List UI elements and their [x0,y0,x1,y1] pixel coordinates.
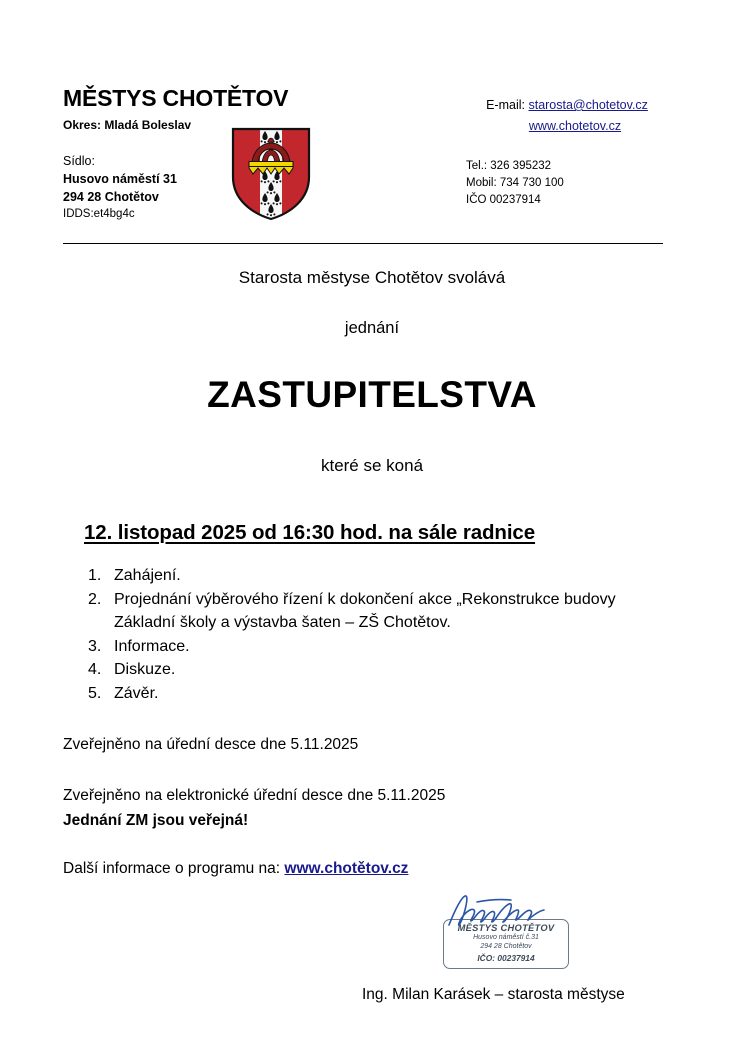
telephone-line: Tel.: 326 395232 [466,159,552,172]
list-item-number: 5. [88,684,102,702]
address-city: 294 28 Chotětov [63,189,159,204]
email-label: E-mail: [486,98,525,112]
list-item [88,588,658,635]
email-link[interactable]: starosta@chotetov.cz [528,98,648,112]
website-link[interactable]: www.chotetov.cz [528,118,622,133]
page-title: ZASTUPITELSTVA [207,374,537,415]
more-info-label: Další informace o programu na: [63,860,281,877]
address-label: Sídlo: [63,153,95,168]
list-item [88,658,658,682]
meeting-datetime: 12. listopad 2025 od 16:30 hod. na sále radnice [84,521,536,544]
stamp-ico: IČO: 00237914 [477,952,535,963]
coat-of-arms-icon [231,127,311,221]
list-item-number: 2. [88,590,102,608]
address-street: Husovo náměstí 31 [63,171,177,186]
list-item-text: Závěr. [114,684,159,702]
contact-block [452,96,682,210]
stamp-street: Husovo náměstí č.31 [473,934,539,942]
list-item [88,635,658,659]
list-item-number: 3. [88,637,102,655]
district-label: Okres: Mladá Boleslav [63,118,192,133]
list-item-number: 1. [88,567,102,584]
list-item-text: Informace. [114,637,190,655]
intro-line-1: Starosta městyse Chotětov svolává [238,268,506,287]
ico-line: IČO 00237914 [466,194,541,207]
stamp-title: MĚSTYS CHOTĚTOV [457,923,555,933]
signoff-line: Ing. Milan Karásek – starosta městyse [362,986,625,1003]
stamp-city: 294 28 Chotětov [480,943,532,951]
list-item-text: Diskuze. [114,661,176,679]
list-item-text: Projednání výběrového řízení k dokončení akce „Rekonstrukce budovy Základní školy a výstavba šaten – ZŠ Chotětov. [114,590,616,632]
website-line [452,117,682,136]
email-line [452,96,682,115]
stamp-and-signature [437,894,577,972]
list-item [88,682,658,706]
more-info-line [63,860,408,878]
agenda-list [88,564,658,705]
published-electronic-notice: Zveřejněno na elektronické úřední desce dne 5.11.2025 [63,787,446,804]
mobile-line: Mobil: 734 730 100 [466,176,564,189]
organization-title: MĚSTYS CHOTĚTOV [63,85,289,111]
intro-line-2: jednání [344,319,400,337]
public-meeting-notice: Jednání ZM jsou veřejná! [63,812,249,829]
published-board-notice: Zveřejněno na úřední desce dne 5.11.2025 [63,736,359,753]
list-item-text: Zahájení. [114,567,181,584]
more-info-link[interactable]: www.chotětov.cz [284,860,409,877]
list-item-number: 4. [88,661,102,679]
signature-icon [443,892,563,928]
header-divider [63,243,663,244]
list-item [88,564,658,588]
intro-line-3: které se koná [320,456,424,475]
phone-block [452,158,682,210]
idds-identifier: IDDS:et4bg4c [63,208,135,221]
